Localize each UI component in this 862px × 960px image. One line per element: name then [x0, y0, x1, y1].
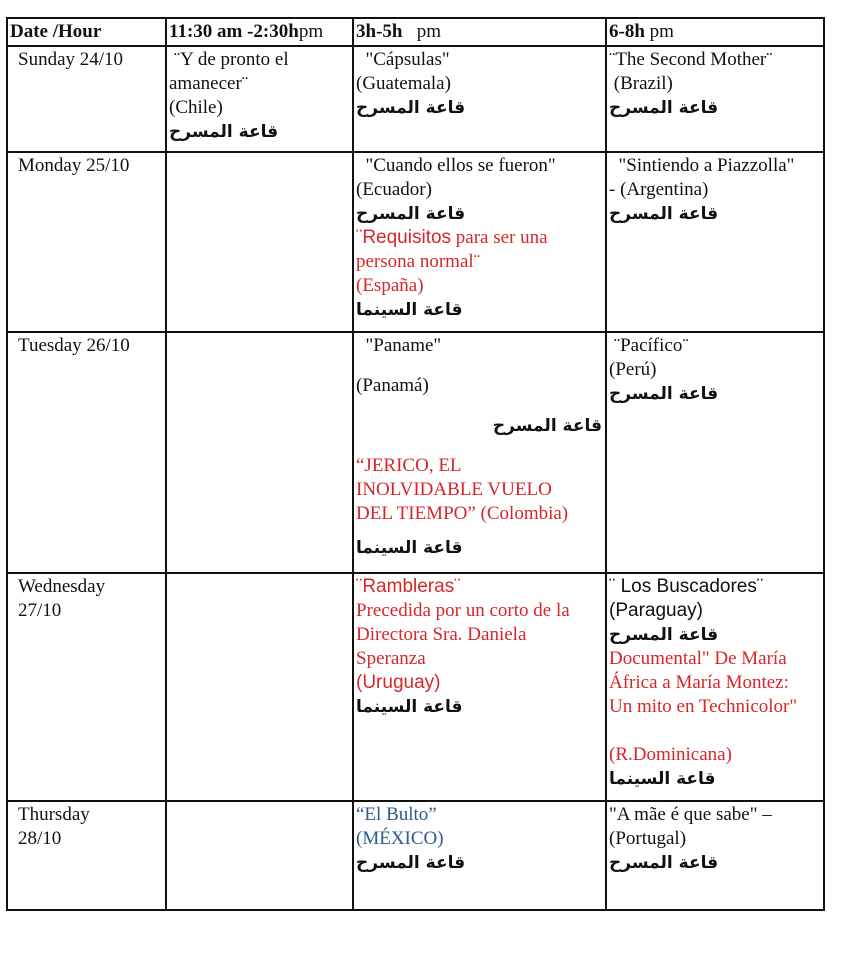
- slot-1-cell: [166, 801, 353, 910]
- film-country: (Guatemala): [356, 73, 451, 94]
- header-slot-1: 11:30 am -2:30hpm: [166, 18, 353, 46]
- film-title: "Sintiendo a Piazzolla": [609, 155, 795, 176]
- film-title-2-cont: África a María Montez:: [609, 672, 789, 693]
- slot-2-cell: [353, 801, 606, 910]
- film-country: (Panamá): [356, 375, 429, 396]
- slot-3-cell: [606, 46, 824, 152]
- film-country-2: (España): [356, 275, 424, 296]
- slot-3-cell: [606, 573, 824, 801]
- film-title-2-cont: DEL TIEMPO” (Colombia): [356, 503, 569, 524]
- film-country: (Portugal): [609, 828, 687, 849]
- slot-2-cell: [353, 46, 606, 152]
- day-row-tuesday: [7, 332, 824, 573]
- slot-3-cell: [606, 332, 824, 573]
- hall-name: قاعة المسرح: [609, 98, 719, 118]
- film-country: (Brazil): [609, 73, 673, 94]
- hall-name: قاعة المسرح: [609, 853, 719, 873]
- hall-name: قاعة المسرح: [492, 416, 602, 436]
- day-label: Monday 25/10: [7, 152, 166, 332]
- film-title-cont: amanecer¨: [169, 73, 249, 94]
- film-note-cont: Directora Sra. Daniela: [356, 624, 527, 645]
- day-row-monday: [7, 152, 824, 332]
- hall-name-2: قاعة السينما: [609, 769, 716, 789]
- film-title: “El Bulto”: [356, 804, 437, 825]
- film-country: (MÉXICO): [356, 828, 444, 849]
- film-country-2: (R.Dominicana): [609, 744, 732, 765]
- slot-3-cell: [606, 801, 824, 910]
- day-row-wednesday: [7, 573, 824, 801]
- slot-1-cell: [166, 152, 353, 332]
- film-note-cont: Speranza: [356, 648, 426, 669]
- film-title-2: Documental" De María: [609, 648, 787, 669]
- slot-3-cell: [606, 152, 824, 332]
- header-slot-3: 6-8h pm: [606, 18, 824, 46]
- film-country: (Chile): [169, 97, 223, 118]
- slot-1-cell: [166, 573, 353, 801]
- day-label: Wednesday 27/10: [7, 573, 166, 801]
- film-title-2-cont: persona normal¨: [356, 251, 480, 272]
- film-country: (Ecuador): [356, 179, 432, 200]
- slot-2-cell: [353, 573, 606, 801]
- hall-name: قاعة المسرح: [356, 204, 466, 224]
- film-title-2-cont: INOLVIDABLE VUELO: [356, 479, 552, 500]
- film-title: "Paname": [356, 335, 442, 356]
- hall-name: قاعة المسرح: [609, 204, 719, 224]
- film-country: (Paraguay): [609, 600, 703, 621]
- hall-name: قاعة المسرح: [169, 122, 279, 142]
- day-label: Tuesday 26/10: [7, 332, 166, 573]
- slot-1-cell: [166, 46, 353, 152]
- slot-2-cell: [353, 152, 606, 332]
- hall-name: قاعة المسرح: [609, 384, 719, 404]
- film-title: ¨Y de pronto el: [169, 49, 289, 70]
- film-title: ¨ Los Buscadores¨: [609, 576, 764, 597]
- film-title: ¨Rambleras¨: [356, 576, 461, 597]
- hall-name: قاعة المسرح: [356, 853, 466, 873]
- film-note: Precedida por un corto de la: [356, 600, 570, 621]
- film-title-2: ¨Requisitos para ser una: [356, 227, 548, 248]
- slot-2-cell: [353, 332, 606, 573]
- film-title: "Cuando ellos se fueron": [356, 155, 556, 176]
- film-title-2-cont: Un mito en Technicolor": [609, 696, 798, 717]
- day-label: Sunday 24/10: [7, 46, 166, 152]
- hall-name: قاعة المسرح: [609, 625, 719, 645]
- header-date-hour: Date /Hour: [7, 18, 166, 46]
- film-country: (Uruguay): [356, 672, 441, 693]
- slot-1-cell: [166, 332, 353, 573]
- hall-name: قاعة المسرح: [356, 98, 466, 118]
- day-row-thursday: [7, 801, 824, 910]
- hall-name: قاعة السينما: [356, 697, 463, 717]
- screening-schedule-table: [6, 17, 825, 911]
- hall-name-2: قاعة السينما: [356, 300, 463, 320]
- day-label: Thursday 28/10: [7, 801, 166, 910]
- film-title: ¨The Second Mother¨: [609, 49, 773, 70]
- film-title: "A mãe é que sabe" –: [609, 804, 772, 825]
- film-title: "Cápsulas": [356, 49, 450, 70]
- film-country: - (Argentina): [609, 179, 709, 200]
- header-row: [7, 18, 824, 46]
- film-country: (Perú): [609, 359, 657, 380]
- film-title: ¨Pacífico¨: [609, 335, 689, 356]
- day-row-sunday: [7, 46, 824, 152]
- header-slot-2: 3h-5h pm: [353, 18, 606, 46]
- hall-name-2: قاعة السينما: [356, 538, 463, 558]
- film-title-2: “JERICO, EL: [356, 455, 462, 476]
